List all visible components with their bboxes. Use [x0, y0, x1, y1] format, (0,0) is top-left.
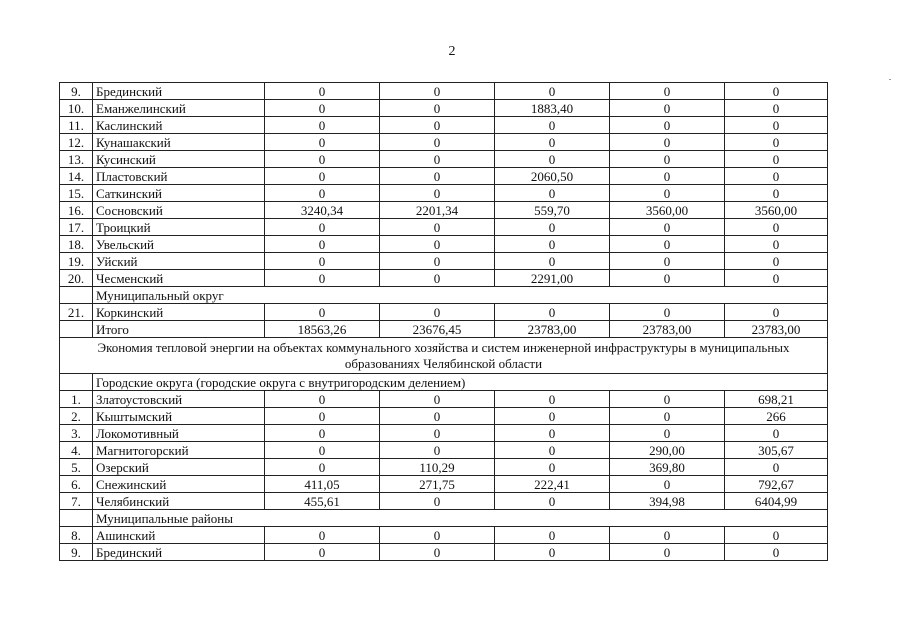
value-cell: 0	[610, 544, 725, 561]
value-cell: 0	[380, 442, 495, 459]
value-cell: 0	[265, 391, 380, 408]
value-cell: 23783,00	[495, 321, 610, 338]
value-cell: 0	[610, 270, 725, 287]
value-cell: 0	[265, 100, 380, 117]
value-cell: 0	[265, 168, 380, 185]
value-cell: 0	[380, 117, 495, 134]
row-number: 15.	[60, 185, 93, 202]
row-number: 13.	[60, 151, 93, 168]
value-cell: 0	[265, 134, 380, 151]
value-cell: 0	[265, 253, 380, 270]
row-number: 5.	[60, 459, 93, 476]
value-cell: 290,00	[610, 442, 725, 459]
row-name: Кунашакский	[93, 134, 265, 151]
value-cell: 0	[610, 168, 725, 185]
table-row	[60, 202, 828, 219]
value-cell: 0	[265, 408, 380, 425]
row-number: 17.	[60, 219, 93, 236]
value-cell: 0	[380, 527, 495, 544]
value-cell: 0	[380, 408, 495, 425]
value-cell: 0	[265, 219, 380, 236]
row-number: 2.	[60, 408, 93, 425]
subheader-label: Городские округа (городские округа с внутригородским делением)	[93, 374, 828, 391]
row-name: Кусинский	[93, 151, 265, 168]
row-number: 3.	[60, 425, 93, 442]
value-cell: 0	[725, 425, 828, 442]
table-row	[60, 100, 828, 117]
value-cell: 0	[725, 304, 828, 321]
row-number: 9.	[60, 544, 93, 561]
value-cell: 266	[725, 408, 828, 425]
value-cell: 1883,40	[495, 100, 610, 117]
subheader-label: Муниципальный округ	[93, 287, 828, 304]
value-cell: 0	[495, 185, 610, 202]
row-name: Троицкий	[93, 219, 265, 236]
table-row	[60, 527, 828, 544]
value-cell: 0	[380, 219, 495, 236]
value-cell: 0	[495, 527, 610, 544]
value-cell: 394,98	[610, 493, 725, 510]
value-cell: 0	[725, 185, 828, 202]
value-cell: 0	[495, 493, 610, 510]
value-cell: 0	[380, 544, 495, 561]
scan-speck	[889, 79, 891, 80]
row-name: Кыштымский	[93, 408, 265, 425]
section-heading-row	[60, 338, 828, 374]
value-cell: 0	[725, 168, 828, 185]
value-cell: 23676,45	[380, 321, 495, 338]
row-number: 14.	[60, 168, 93, 185]
subheader-label: Муниципальные районы	[93, 510, 828, 527]
value-cell: 0	[610, 425, 725, 442]
row-name: Уйский	[93, 253, 265, 270]
value-cell: 698,21	[725, 391, 828, 408]
table-row	[60, 391, 828, 408]
row-name: Локомотивный	[93, 425, 265, 442]
value-cell: 0	[725, 253, 828, 270]
value-cell: 0	[610, 134, 725, 151]
value-cell: 792,67	[725, 476, 828, 493]
value-cell: 0	[265, 304, 380, 321]
row-number: 10.	[60, 100, 93, 117]
value-cell: 411,05	[265, 476, 380, 493]
row-number	[60, 321, 93, 338]
value-cell: 305,67	[725, 442, 828, 459]
value-cell: 0	[610, 476, 725, 493]
row-number: 4.	[60, 442, 93, 459]
value-cell: 0	[265, 83, 380, 100]
value-cell: 0	[495, 151, 610, 168]
value-cell: 0	[380, 304, 495, 321]
row-name: Озерский	[93, 459, 265, 476]
value-cell: 0	[495, 408, 610, 425]
row-name: Брединский	[93, 544, 265, 561]
value-cell: 0	[495, 117, 610, 134]
value-cell: 0	[265, 527, 380, 544]
value-cell: 110,29	[380, 459, 495, 476]
value-cell: 6404,99	[725, 493, 828, 510]
table-row	[60, 493, 828, 510]
table-row	[60, 459, 828, 476]
page-number: 2	[448, 44, 456, 59]
subheader-row	[60, 287, 828, 304]
row-name: Челябинский	[93, 493, 265, 510]
table-row	[60, 168, 828, 185]
value-cell: 0	[610, 253, 725, 270]
value-cell: 0	[610, 236, 725, 253]
value-cell: 3560,00	[725, 202, 828, 219]
row-name: Итого	[93, 321, 265, 338]
row-name: Ашинский	[93, 527, 265, 544]
row-number: 16.	[60, 202, 93, 219]
value-cell: 0	[495, 442, 610, 459]
value-cell: 0	[495, 425, 610, 442]
value-cell: 0	[495, 134, 610, 151]
value-cell: 0	[380, 236, 495, 253]
row-number: 20.	[60, 270, 93, 287]
value-cell: 0	[725, 117, 828, 134]
value-cell: 0	[380, 151, 495, 168]
row-number	[60, 374, 93, 391]
row-number: 6.	[60, 476, 93, 493]
row-name: Сосновский	[93, 202, 265, 219]
value-cell: 0	[380, 391, 495, 408]
value-cell: 0	[265, 117, 380, 134]
value-cell: 0	[610, 117, 725, 134]
row-name: Чесменский	[93, 270, 265, 287]
value-cell: 0	[725, 236, 828, 253]
value-cell: 0	[495, 253, 610, 270]
value-cell: 0	[380, 253, 495, 270]
row-number: 8.	[60, 527, 93, 544]
row-number	[60, 287, 93, 304]
value-cell: 18563,26	[265, 321, 380, 338]
table-row	[60, 151, 828, 168]
value-cell: 0	[610, 408, 725, 425]
value-cell: 0	[495, 304, 610, 321]
table-row	[60, 321, 828, 338]
table-row	[60, 236, 828, 253]
value-cell: 0	[610, 185, 725, 202]
value-cell: 0	[380, 100, 495, 117]
value-cell: 0	[725, 100, 828, 117]
row-number	[60, 510, 93, 527]
row-name: Еманжелинский	[93, 100, 265, 117]
value-cell: 0	[725, 270, 828, 287]
value-cell: 0	[495, 544, 610, 561]
value-cell: 0	[265, 544, 380, 561]
value-cell: 0	[265, 425, 380, 442]
table-row	[60, 544, 828, 561]
data-table	[59, 82, 828, 561]
row-name: Златоустовский	[93, 391, 265, 408]
value-cell: 0	[725, 83, 828, 100]
table-body	[60, 83, 828, 561]
value-cell: 455,61	[265, 493, 380, 510]
value-cell: 0	[265, 270, 380, 287]
row-name: Коркинский	[93, 304, 265, 321]
value-cell: 23783,00	[610, 321, 725, 338]
row-name: Брединский	[93, 83, 265, 100]
value-cell: 0	[610, 304, 725, 321]
value-cell: 0	[725, 151, 828, 168]
value-cell: 2291,00	[495, 270, 610, 287]
value-cell: 0	[725, 459, 828, 476]
value-cell: 369,80	[610, 459, 725, 476]
value-cell: 0	[265, 236, 380, 253]
table-row	[60, 270, 828, 287]
value-cell: 271,75	[380, 476, 495, 493]
row-name: Снежинский	[93, 476, 265, 493]
value-cell: 0	[495, 83, 610, 100]
row-number: 11.	[60, 117, 93, 134]
subheader-row	[60, 510, 828, 527]
row-number: 21.	[60, 304, 93, 321]
value-cell: 0	[495, 219, 610, 236]
value-cell: 0	[380, 83, 495, 100]
value-cell: 0	[265, 442, 380, 459]
table-row	[60, 476, 828, 493]
subheader-row	[60, 374, 828, 391]
value-cell: 0	[725, 544, 828, 561]
row-number: 7.	[60, 493, 93, 510]
table-row	[60, 117, 828, 134]
value-cell: 0	[265, 185, 380, 202]
row-number: 12.	[60, 134, 93, 151]
value-cell: 0	[495, 391, 610, 408]
value-cell: 0	[725, 219, 828, 236]
value-cell: 0	[610, 527, 725, 544]
value-cell: 3560,00	[610, 202, 725, 219]
table-row	[60, 185, 828, 202]
value-cell: 0	[495, 459, 610, 476]
value-cell: 23783,00	[725, 321, 828, 338]
value-cell: 0	[610, 391, 725, 408]
value-cell: 2201,34	[380, 202, 495, 219]
value-cell: 0	[610, 219, 725, 236]
value-cell: 0	[610, 83, 725, 100]
value-cell: 0	[495, 236, 610, 253]
row-number: 9.	[60, 83, 93, 100]
value-cell: 559,70	[495, 202, 610, 219]
row-number: 19.	[60, 253, 93, 270]
table-row	[60, 83, 828, 100]
row-name: Пластовский	[93, 168, 265, 185]
value-cell: 0	[380, 270, 495, 287]
value-cell: 2060,50	[495, 168, 610, 185]
row-number: 1.	[60, 391, 93, 408]
value-cell: 222,41	[495, 476, 610, 493]
table-row	[60, 253, 828, 270]
value-cell: 0	[380, 168, 495, 185]
value-cell: 3240,34	[265, 202, 380, 219]
value-cell: 0	[725, 527, 828, 544]
row-name: Каслинский	[93, 117, 265, 134]
section-heading: Экономия тепловой энергии на объектах коммунального хозяйства и систем инженерной инфраструктуры в муниципальных образованиях Челябинской области	[60, 338, 828, 374]
value-cell: 0	[380, 134, 495, 151]
table-row	[60, 408, 828, 425]
value-cell: 0	[380, 425, 495, 442]
table-row	[60, 219, 828, 236]
table-row	[60, 134, 828, 151]
value-cell: 0	[725, 134, 828, 151]
row-number: 18.	[60, 236, 93, 253]
value-cell: 0	[610, 151, 725, 168]
row-name: Магнитогорский	[93, 442, 265, 459]
value-cell: 0	[380, 185, 495, 202]
value-cell: 0	[265, 151, 380, 168]
table-row	[60, 425, 828, 442]
row-name: Саткинский	[93, 185, 265, 202]
table-row	[60, 304, 828, 321]
row-name: Увельский	[93, 236, 265, 253]
value-cell: 0	[265, 459, 380, 476]
table-row	[60, 442, 828, 459]
value-cell: 0	[380, 493, 495, 510]
value-cell: 0	[610, 100, 725, 117]
